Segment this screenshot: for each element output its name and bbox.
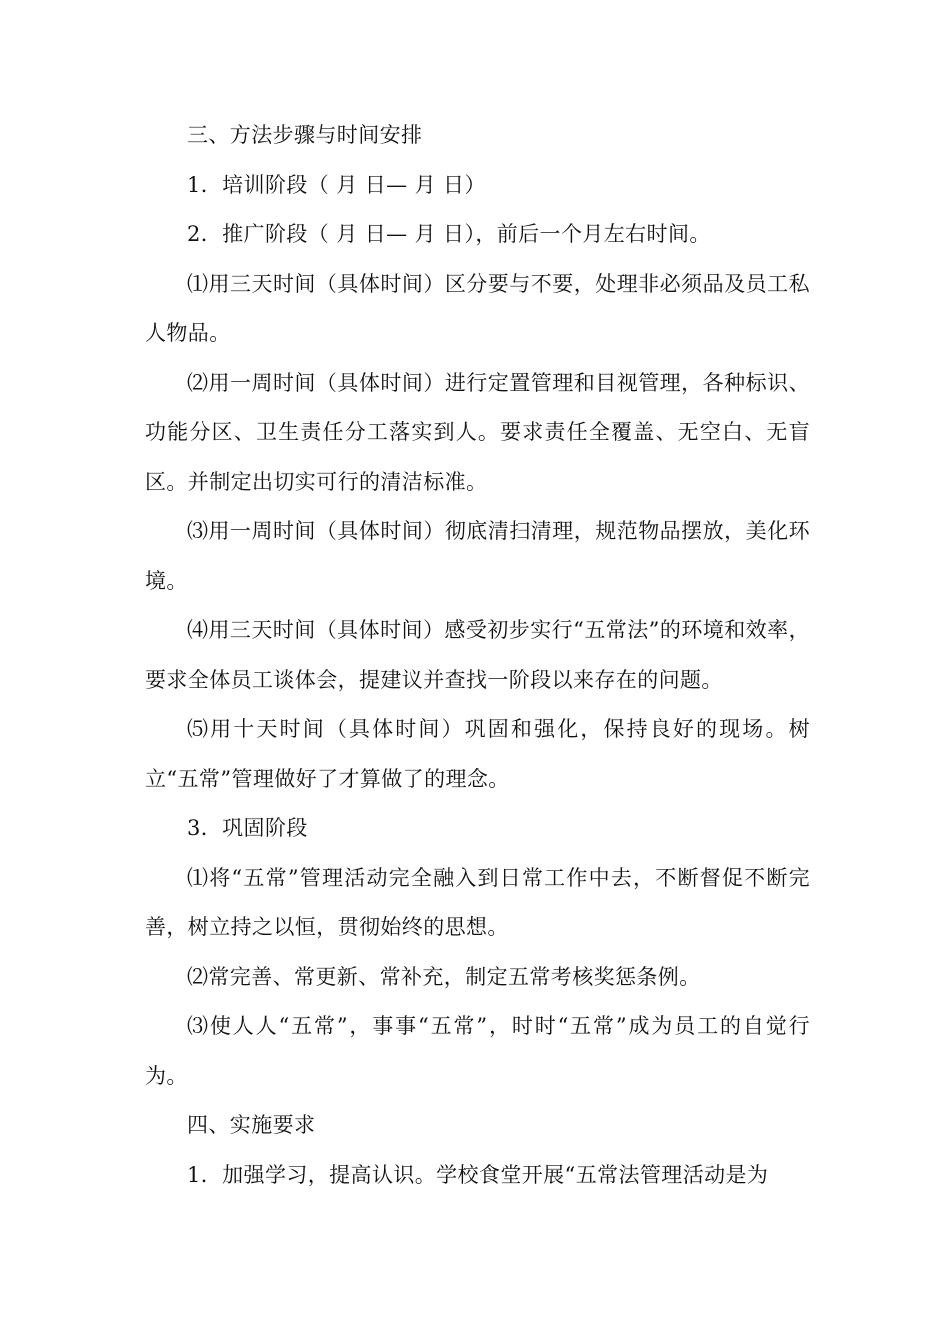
document-page <box>145 111 810 1200</box>
requirement-1: 1．加强学习，提高认识。学校食堂开展“五常法管理活动是为 <box>187 1162 769 1187</box>
section-heading-methods: 三、方法步骤与时间安排 <box>187 123 423 147</box>
promotion-step-4: ⑷用三天时间（具体时间）感受初步实行“五常法”的环境和效率，要求全体员工谈体会，提建议并查找一阶段以来存在的问题。 <box>145 618 810 692</box>
promotion-step-5: ⑸用十天时间（具体时间）巩固和强化，保持良好的现场。树立“五常”管理做好了才算做了的理念。 <box>145 717 810 791</box>
promotion-step-1: ⑴用三天时间（具体时间）区分要与不要，处理非必须品及员工私人物品。 <box>145 271 810 345</box>
stage-promotion: 2．推广阶段（ 月 日— 月 日），前后一个月左右时间。 <box>187 222 711 246</box>
stage-consolidation: 3．巩固阶段 <box>187 816 308 840</box>
promotion-step-3: ⑶用一周时间（具体时间）彻底清扫清理，规范物品摆放，美化环境。 <box>145 519 810 593</box>
section-heading-requirements: 四、实施要求 <box>187 1113 316 1137</box>
consolidation-step-2: ⑵常完善、常更新、常补充，制定五常考核奖惩条例。 <box>187 964 701 989</box>
consolidation-step-1: ⑴将“五常”管理活动完全融入到日常工作中去，不断督促不断完善，树立持之以恒，贯彻始终的思想。 <box>145 865 810 939</box>
promotion-step-2: ⑵用一周时间（具体时间）进行定置管理和目视管理，各种标识、功能分区、卫生责任分工落实到人。要求责任全覆盖、无空白、无盲区。并制定出切实可行的清洁标准。 <box>145 370 810 494</box>
stage-training: 1．培训阶段（ 月 日— 月 日） <box>187 172 486 197</box>
consolidation-step-3: ⑶使人人“五常”，事事“五常”，时时“五常”成为员工的自觉行为。 <box>145 1014 810 1088</box>
